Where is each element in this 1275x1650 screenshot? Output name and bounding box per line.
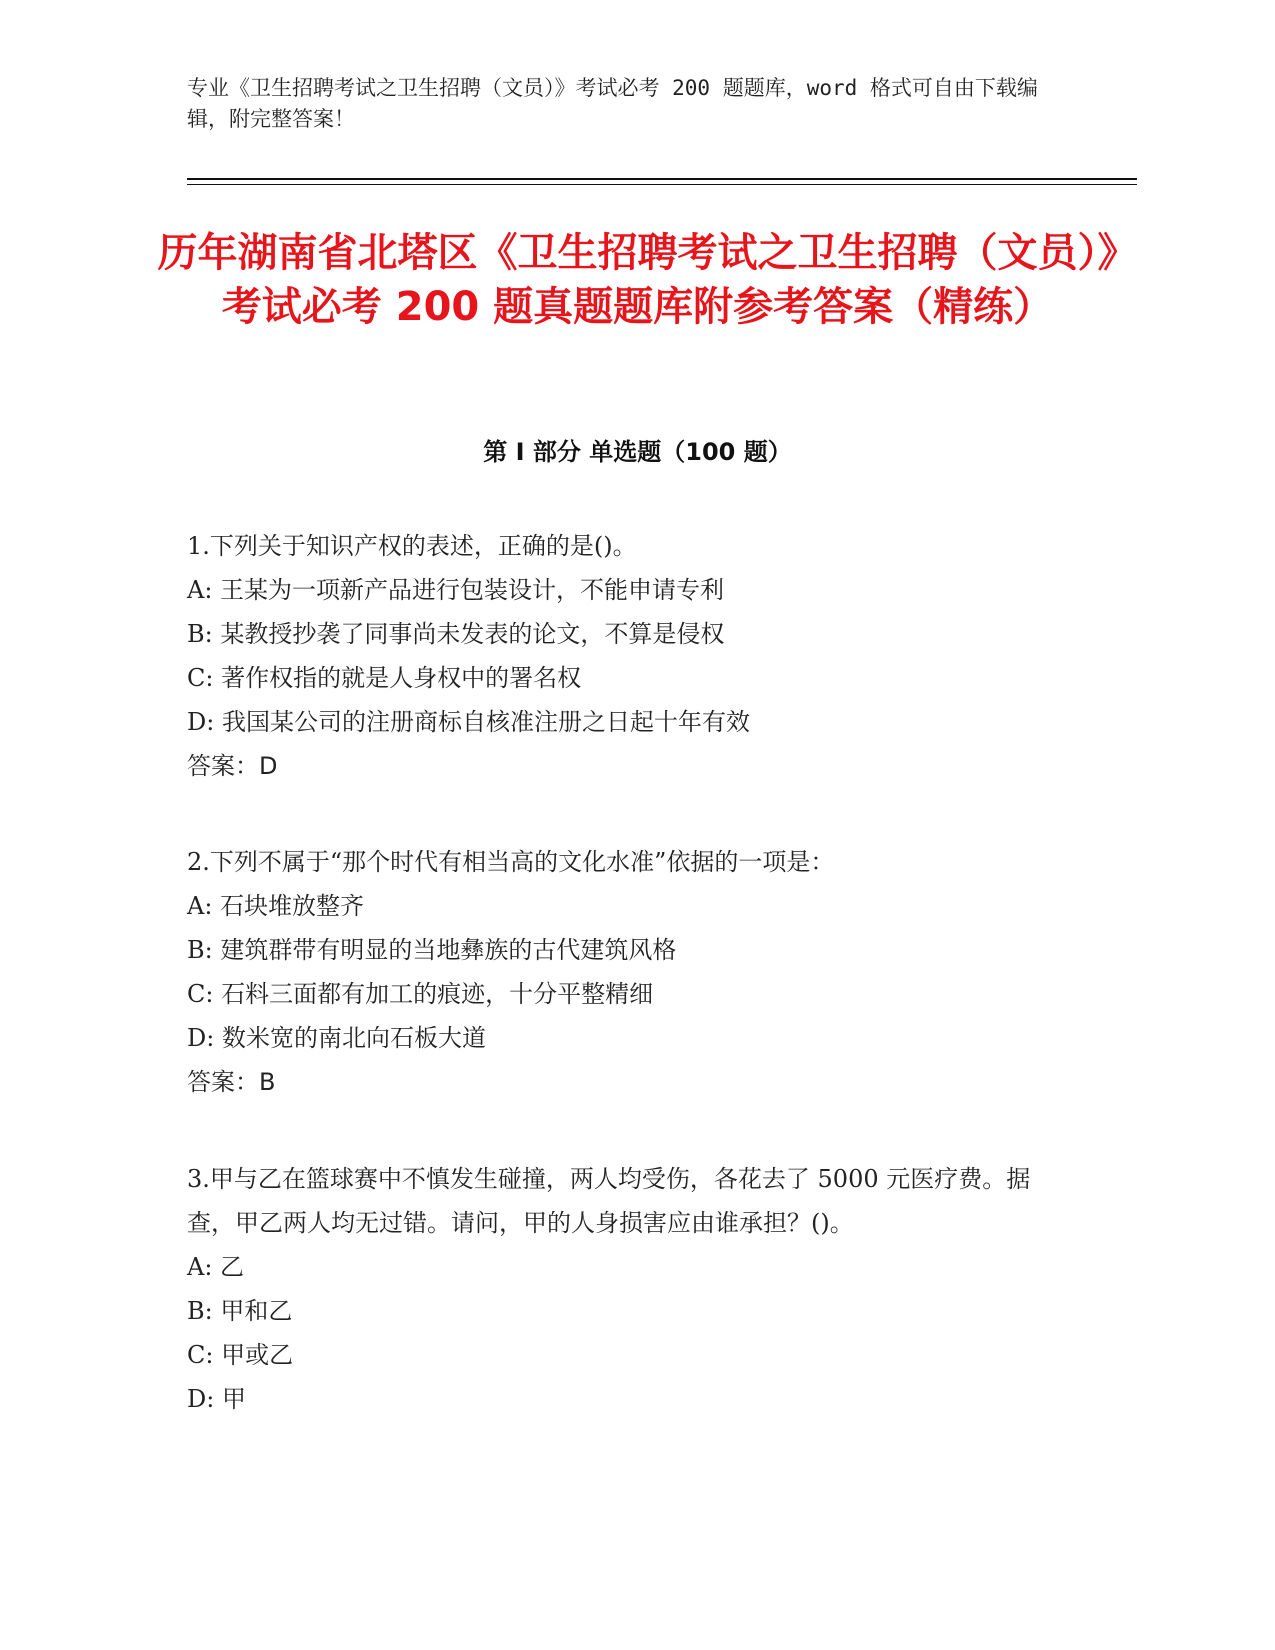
question-3 xyxy=(187,1157,1067,1421)
option-a: A: 王某为一项新产品进行包装设计，不能申请专利 xyxy=(187,576,725,604)
option-c: C: 著作权指的就是人身权中的署名权 xyxy=(187,664,582,692)
option-d: D: 数米宽的南北向石板大道 xyxy=(187,1024,486,1052)
question-stem: 3.甲与乙在篮球赛中不慎发生碰撞，两人均受伤，各花去了 5000 元医疗费。据查，甲乙两人均无过错。请问，甲的人身损害应由谁承担？()。 xyxy=(187,1165,1031,1237)
answer-label: 答案：B xyxy=(187,1068,276,1096)
question-stem: 1.下列关于知识产权的表述，正确的是()。 xyxy=(187,532,637,560)
option-a: A: 乙 xyxy=(187,1253,245,1281)
section-heading: 第 I 部分 单选题（100 题） xyxy=(483,438,792,466)
option-b: B: 建筑群带有明显的当地彝族的古代建筑风格 xyxy=(187,936,677,964)
option-d: D: 我国某公司的注册商标自核准注册之日起十年有效 xyxy=(187,708,750,736)
document-title: 历年湖南省北塔区《卫生招聘考试之卫生招聘（文员）》考试必考 200 题真题题库附参考答案（精练） xyxy=(157,230,1118,330)
option-a: A: 石块堆放整齐 xyxy=(187,892,365,920)
option-d: D: 甲 xyxy=(187,1385,246,1413)
question-stem: 2.下列不属于“那个时代有相当高的文化水准”依据的一项是： xyxy=(187,848,835,876)
question-2 xyxy=(187,840,1067,1104)
option-b: B: 甲和乙 xyxy=(187,1297,293,1325)
option-c: C: 甲或乙 xyxy=(187,1341,294,1369)
header-note: 专业《卫生招聘考试之卫生招聘（文员）》考试必考 200 题题库，word 格式可自由下载编辑，附完整答案！ xyxy=(187,76,1038,131)
header-rule-thick xyxy=(187,178,1137,180)
option-c: C: 石料三面都有加工的痕迹，十分平整精细 xyxy=(187,980,654,1008)
option-b: B: 某教授抄袭了同事尚未发表的论文，不算是侵权 xyxy=(187,620,725,648)
question-1 xyxy=(187,524,1067,788)
header-rule-thin xyxy=(187,184,1137,185)
answer-label: 答案：D xyxy=(187,752,278,780)
